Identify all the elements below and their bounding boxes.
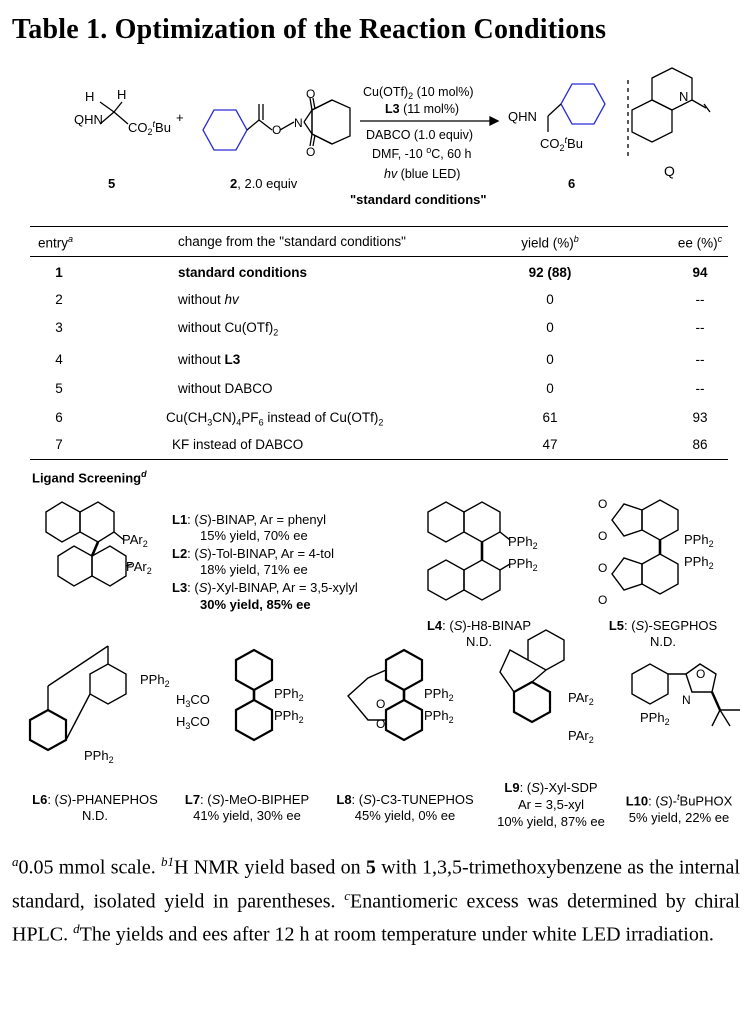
- ligand-l4-result: N.D.: [466, 634, 492, 649]
- table-row-3-yield: 0: [546, 320, 554, 335]
- std-conditions-label: "standard conditions": [350, 192, 487, 207]
- svg-text:O: O: [696, 667, 706, 681]
- svg-text:O: O: [376, 697, 386, 711]
- svg-text:PPh2: PPh$_2$: [424, 686, 454, 703]
- ligand-l5-result: N.D.: [650, 634, 676, 649]
- ligand-l6-name: L6: (S)-PHANEPHOS: [32, 792, 158, 807]
- svg-text:O: O: [376, 717, 386, 731]
- table-row-3-ee: --: [695, 320, 705, 335]
- scheme-5-h1: H: [85, 89, 95, 104]
- table-top-rule: [30, 226, 728, 227]
- table-row-3-entry: 3: [55, 320, 63, 335]
- table-row-2-entry: 2: [55, 292, 63, 307]
- svg-text:PPh2: PPh$_2$: [640, 710, 670, 727]
- table-row-7-entry: 7: [55, 437, 63, 452]
- ligand-l2-desc: L2: (S)-Tol-BINAP, Ar = 4-tol: [172, 546, 334, 561]
- reagent-n: N: [294, 116, 303, 130]
- scheme-5-co2tbu: $CO_2^tBu$: [128, 119, 171, 137]
- table-row-6-entry: 6: [55, 410, 63, 425]
- table-row-1-yield: 92 (88): [528, 265, 572, 280]
- table-title: Table 1. Optimization of the Reaction Conditions: [12, 14, 607, 45]
- table-row-6-change: $Cu(CH_3CN)_4PF_6$ instead of $Cu(OTf)_2$: [166, 410, 384, 428]
- ligand-l3-result: 30% yield, 85% ee: [200, 597, 311, 612]
- compound-5-label: 5: [108, 176, 116, 191]
- table-row-4-ee: --: [695, 352, 705, 367]
- table-header-rule: [30, 256, 728, 257]
- ligand-l7-result: 41% yield, 30% ee: [193, 808, 301, 823]
- ligand-structures: [0, 460, 751, 840]
- header-change: change from the "standard conditions": [178, 234, 406, 249]
- svg-text:PPh2: PPh$_2$: [84, 748, 114, 765]
- reagent-o: O: [272, 123, 282, 137]
- reagent-o3: O: [306, 145, 316, 159]
- ligand-l1-result: 15% yield, 70% ee: [200, 528, 308, 543]
- quinoline-n: N: [679, 89, 689, 104]
- table-row-6-yield: 61: [542, 410, 558, 425]
- table-row-1-change: standard conditions: [178, 265, 308, 280]
- scheme-5-h2: H: [117, 87, 127, 102]
- table-row-6-ee: 93: [692, 410, 708, 425]
- table-row-5-ee: --: [695, 381, 705, 396]
- ligand-l9-name: L9: (S)-Xyl-SDP: [504, 780, 598, 795]
- table-row-5-yield: 0: [546, 381, 554, 396]
- quinoline-label: Q: [664, 163, 675, 179]
- svg-text:PPh2: PPh$_2$: [274, 708, 304, 725]
- table-row-7-change: KF instead of DABCO: [172, 437, 304, 452]
- header-entry: entry$^a$: [38, 234, 74, 251]
- plus-sign: +: [176, 110, 184, 125]
- table-row-4-yield: 0: [546, 352, 554, 367]
- svg-text:O: O: [598, 561, 608, 575]
- svg-text:PAr2: PAr$_2$: [568, 690, 594, 707]
- cond-line1: $Cu(OTf)_2$ (10 mol%): [363, 85, 474, 101]
- cond-line2: L3 (11 mol%): [385, 102, 460, 116]
- svg-text:O: O: [598, 529, 608, 543]
- table-row-5-change: without DABCO: [178, 381, 273, 396]
- ligand-l8-result: 45% yield, 0% ee: [354, 808, 456, 823]
- compound-6-label: 6: [568, 176, 576, 191]
- cond-line4: DMF, -10 $^o$C, 60 h: [372, 145, 472, 161]
- ligand-l4-name: L4: (S)-H8-BINAP: [426, 618, 532, 633]
- compound-2-label: 2, 2.0 equiv: [230, 176, 298, 191]
- svg-text:PPh2: PPh$_2$: [274, 686, 304, 703]
- table-row-1-entry: 1: [55, 265, 63, 280]
- scheme-6-co2tbu: $CO_2^tBu$: [540, 135, 583, 153]
- svg-text:PAr2: PAr$_2$: [568, 728, 594, 745]
- table-row-7-ee: 86: [692, 437, 708, 452]
- reaction-scheme: [0, 0, 751, 220]
- svg-text:O: O: [598, 497, 608, 511]
- svg-text:PAr2: PAr$_2$: [122, 532, 148, 549]
- table-row-4-entry: 4: [55, 352, 63, 367]
- ligand-l8-name: L8: (S)-C3-TUNEPHOS: [336, 792, 474, 807]
- svg-text:PPh2: PPh$_2$: [140, 672, 170, 689]
- svg-text:O: O: [598, 593, 608, 607]
- table-row-3-change: without $Cu(OTf)_2$: [178, 320, 279, 338]
- svg-text:H3CO: $H_3CO$: [176, 692, 210, 709]
- ligand-l7-name: L7: (S)-MeO-BIPHEP: [184, 792, 310, 807]
- svg-text:PPh2: PPh$_2$: [508, 556, 538, 573]
- table-row-5-entry: 5: [55, 381, 63, 396]
- ligand-l3-desc: L3: (S)-Xyl-BINAP, Ar = 3,5-xylyl: [172, 580, 358, 595]
- footnotes: $^a$0.05 mmol scale. $^{b1}$H NMR yield based on 5 with 1,3,5-trimethoxybenzene as the internal standard, isolated yield in parentheses. $^c$Enantiomeric excess was determined by chiral HPLC. $^d$The yields and ees after 12 h at room temperature under white LED irradiation.: [12, 854, 740, 946]
- ligand-screening-heading: Ligand Screening$^d$: [32, 469, 147, 486]
- header-ee: ee (%)$^c$: [677, 234, 723, 251]
- table-row-7-yield: 47: [542, 437, 558, 452]
- ligand-l5-name: L5: (S)-SEGPHOS: [608, 618, 718, 633]
- svg-text:PPh2: PPh$_2$: [684, 554, 714, 571]
- table-row-1-ee: 94: [692, 265, 708, 280]
- table-row-2-yield: 0: [546, 292, 554, 307]
- ligand-l1-desc: L1: (S)-BINAP, Ar = phenyl: [172, 512, 327, 527]
- table-row-4-change: without L3: [178, 352, 241, 367]
- ligand-l9-result: 10% yield, 87% ee: [497, 814, 605, 829]
- cond-line5: hv (blue LED): [384, 167, 461, 181]
- svg-text:PPh2: PPh$_2$: [684, 532, 714, 549]
- cond-line3: DABCO (1.0 equiv): [366, 128, 473, 142]
- ligand-l10-result: 5% yield, 22% ee: [628, 810, 730, 825]
- scheme-6-qhn: QHN: [508, 109, 537, 124]
- reagent-o2: O: [306, 87, 316, 101]
- ligand-l6-result: N.D.: [82, 808, 108, 823]
- ligand-l2-result: 18% yield, 71% ee: [200, 562, 308, 577]
- svg-text:N: N: [682, 693, 691, 707]
- scheme-5-qhn: QHN: [74, 112, 103, 127]
- table-row-2-ee: --: [695, 292, 705, 307]
- svg-text:PPh2: PPh$_2$: [424, 708, 454, 725]
- ligand-l10-name: L10: (S)-$^t$BuPHOX: [625, 792, 733, 809]
- svg-text:PAr2: PAr$_2$: [126, 559, 152, 576]
- svg-text:H3CO: $H_3CO$: [176, 714, 210, 731]
- header-yield: yield (%)$^b$: [521, 234, 579, 251]
- ligand-l9-ar: Ar = 3,5-xyl: [517, 797, 585, 812]
- svg-text:PPh2: PPh$_2$: [508, 534, 538, 551]
- table-row-2-change: without hv: [178, 292, 239, 307]
